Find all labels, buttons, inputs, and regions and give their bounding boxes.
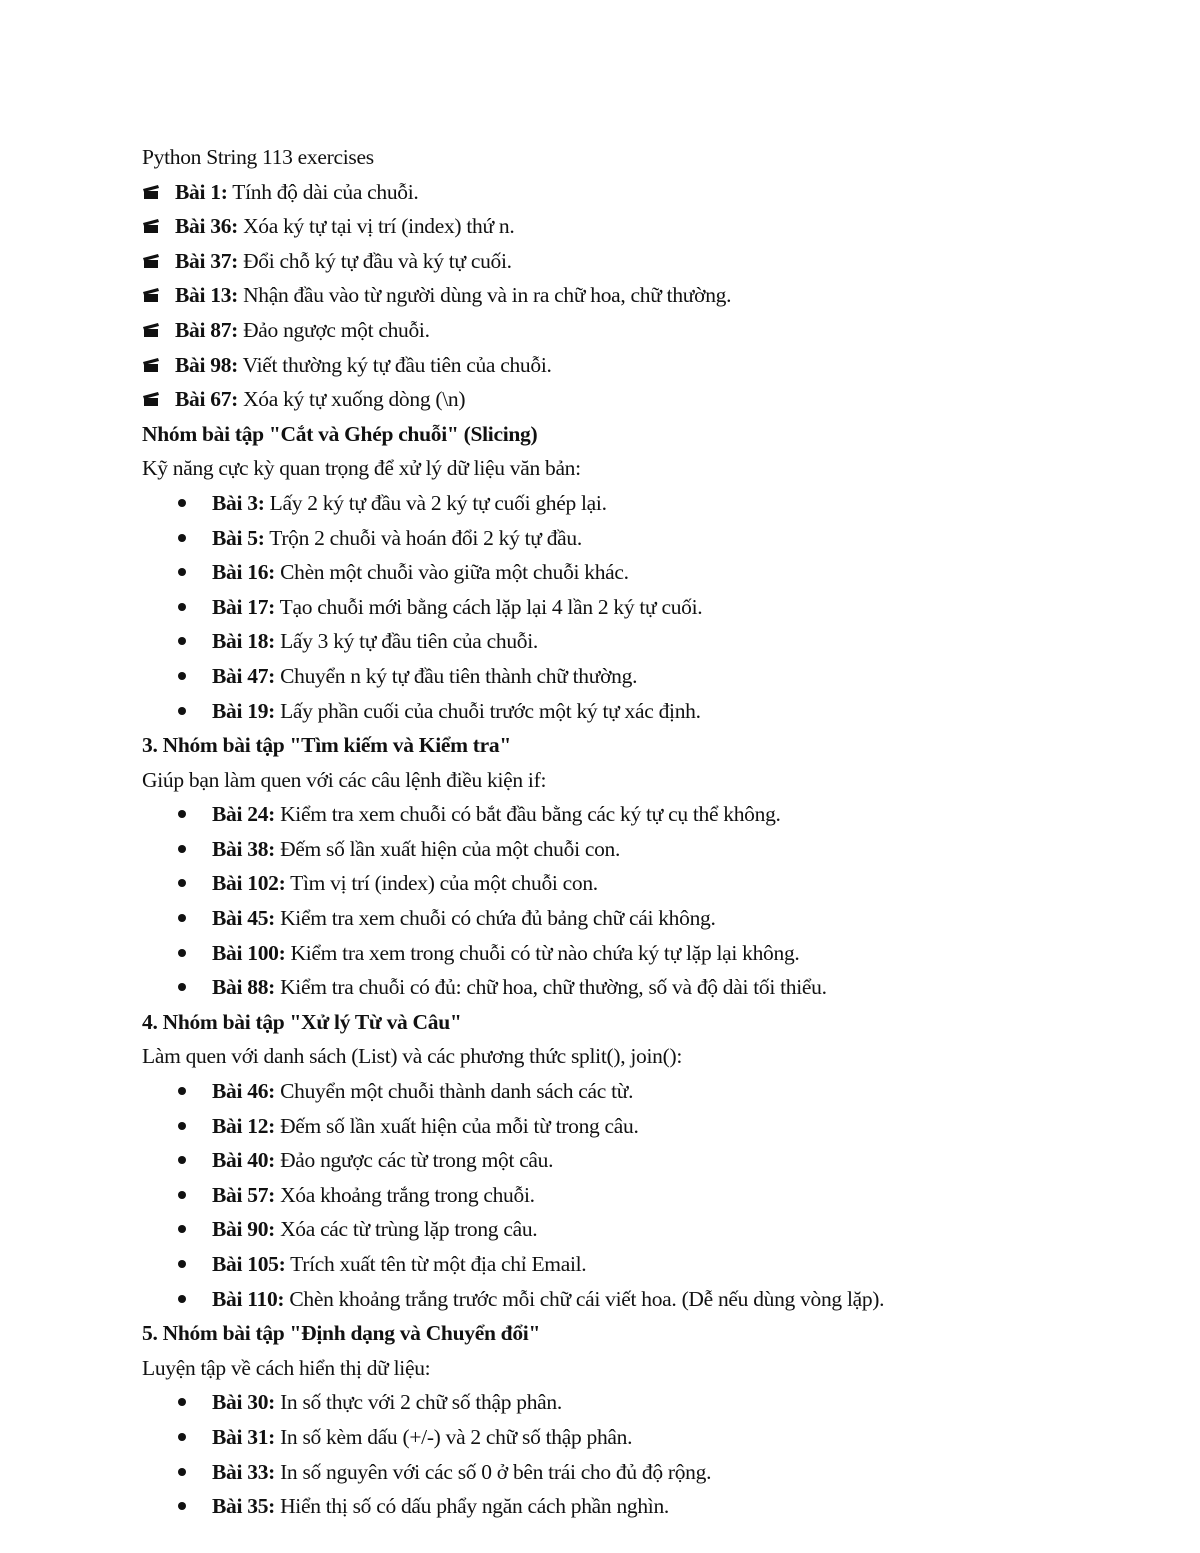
bullet-dot-icon [178, 1398, 186, 1406]
exercise-label: Bài 100: [212, 940, 286, 965]
bullet-dot-icon [178, 1502, 186, 1510]
list-item [142, 555, 1122, 590]
list-item [142, 901, 1122, 936]
exercise-label: Bài 45: [212, 906, 275, 931]
list-item [142, 970, 1122, 1005]
intro-list-item [142, 244, 1122, 279]
bullet-dot-icon [178, 1087, 186, 1095]
list-item [142, 1212, 1122, 1247]
exercise-text: Đếm số lần xuất hiện của mỗi từ trong câu. [275, 1113, 639, 1138]
section-heading: 3. Nhóm bài tập "Tìm kiếm và Kiểm tra" [142, 733, 511, 758]
exercise-text: Tìm vị trí (index) của một chuỗi con. [285, 871, 598, 896]
list-item [142, 1143, 1122, 1178]
section-description: Kỹ năng cực kỳ quan trọng để xử lý dữ liệu văn bản: [142, 456, 581, 481]
bullet-dot-icon [178, 949, 186, 957]
exercise-text: In số thực với 2 chữ số thập phân. [275, 1390, 562, 1415]
exercise-text: Lấy 3 ký tự đầu tiên của chuỗi. [275, 629, 538, 654]
bullet-dot-icon [178, 1122, 186, 1130]
intro-list-item [142, 175, 1122, 210]
exercise-label: Bài 5: [212, 525, 265, 550]
section-search-check [142, 728, 1122, 1005]
intro-list-item [142, 382, 1122, 417]
exercise-label: Bài 40: [212, 1148, 275, 1173]
exercise-text: Nhận đầu vào từ người dùng và in ra chữ hoa, chữ thường. [238, 283, 732, 308]
exercise-label: Bài 38: [212, 836, 275, 861]
exercise-label: Bài 67: [175, 387, 238, 412]
exercise-label: Bài 13: [175, 283, 238, 308]
clapperboard-bullet-icon [142, 184, 162, 200]
exercise-label: Bài 1: [175, 179, 228, 204]
exercise-text: Lấy phần cuối của chuỗi trước một ký tự xác định. [275, 698, 701, 723]
document-content [142, 140, 1122, 1524]
list-item [142, 624, 1122, 659]
list-item [142, 1420, 1122, 1455]
exercise-text: Xóa khoảng trắng trong chuỗi. [275, 1182, 535, 1207]
clapperboard-bullet-icon [142, 218, 162, 234]
bullet-dot-icon [178, 1468, 186, 1476]
list-item [142, 590, 1122, 625]
list-item [142, 1109, 1122, 1144]
bullet-dot-icon [178, 845, 186, 853]
exercise-label: Bài 19: [212, 698, 275, 723]
bullet-dot-icon [178, 637, 186, 645]
bullet-dot-icon [178, 879, 186, 887]
bullet-dot-icon [178, 1225, 186, 1233]
section-heading: 5. Nhóm bài tập "Định dạng và Chuyển đổi" [142, 1321, 541, 1346]
exercise-label: Bài 47: [212, 663, 275, 688]
exercise-text: Trộn 2 chuỗi và hoán đổi 2 ký tự đầu. [264, 525, 582, 550]
bullet-dot-icon [178, 568, 186, 576]
document-title: Python String 113 exercises [142, 145, 374, 169]
exercise-label: Bài 46: [212, 1079, 275, 1104]
exercise-text: Xóa ký tự xuống dòng (\n) [238, 387, 466, 412]
exercise-text: Chèn khoảng trắng trước mỗi chữ cái viết hoa. (Dễ nếu dùng vòng lặp). [284, 1286, 885, 1311]
exercise-label: Bài 105: [212, 1252, 286, 1276]
section-description: Luyện tập về cách hiển thị dữ liệu: [142, 1355, 431, 1380]
exercise-label: Bài 31: [212, 1424, 275, 1449]
exercise-text: Kiểm tra xem chuỗi có chứa đủ bảng chữ cái không. [275, 906, 716, 931]
list-item [142, 1282, 1122, 1317]
clapperboard-bullet-icon [142, 357, 162, 373]
exercise-label: Bài 57: [212, 1182, 275, 1207]
list-item [142, 1455, 1122, 1490]
exercise-label: Bài 24: [212, 802, 275, 827]
section-words-sentences [142, 1005, 1122, 1316]
list-item [142, 486, 1122, 521]
bullet-dot-icon [178, 914, 186, 922]
list-item [142, 1074, 1122, 1109]
exercise-label: Bài 35: [212, 1494, 275, 1519]
exercise-text: Tạo chuỗi mới bằng cách lặp lại 4 lần 2 ký tự cuối. [275, 594, 703, 619]
exercise-label: Bài 30: [212, 1390, 275, 1415]
exercise-label: Bài 36: [175, 214, 238, 239]
bullet-dot-icon [178, 1433, 186, 1441]
bullet-dot-icon [178, 1295, 186, 1303]
list-item [142, 1247, 1122, 1282]
list-item [142, 936, 1122, 971]
exercise-label: Bài 90: [212, 1217, 275, 1242]
exercise-label: Bài 98: [175, 352, 238, 377]
exercise-text: In số nguyên với các số 0 ở bên trái cho đủ độ rộng. [275, 1459, 712, 1484]
list-item [142, 1385, 1122, 1420]
list-item [142, 1178, 1122, 1213]
exercise-text: Trích xuất tên từ một địa chỉ Email. [285, 1252, 587, 1276]
bullet-dot-icon [178, 1191, 186, 1199]
clapperboard-bullet-icon [142, 322, 162, 338]
exercise-label: Bài 88: [212, 975, 275, 1000]
section-description: Làm quen với danh sách (List) và các phương thức split(), join(): [142, 1044, 683, 1069]
list-item [142, 797, 1122, 832]
bullet-dot-icon [178, 603, 186, 611]
exercise-label: Bài 17: [212, 594, 275, 619]
section-description: Giúp bạn làm quen với các câu lệnh điều kiện if: [142, 767, 547, 792]
section-heading: Nhóm bài tập "Cắt và Ghép chuỗi" (Slicing) [142, 421, 538, 446]
list-item [142, 866, 1122, 901]
exercise-text: Chèn một chuỗi vào giữa một chuỗi khác. [275, 560, 629, 585]
clapperboard-bullet-icon [142, 253, 162, 269]
exercise-label: Bài 102: [212, 871, 286, 896]
list-item [142, 659, 1122, 694]
bullet-dot-icon [178, 534, 186, 542]
exercise-text: Đảo ngược một chuỗi. [238, 317, 430, 342]
exercise-label: Bài 3: [212, 490, 265, 515]
bullet-dot-icon [178, 672, 186, 680]
exercise-text: Hiển thị số có dấu phẩy ngăn cách phần nghìn. [275, 1494, 669, 1519]
list-item [142, 521, 1122, 556]
bullet-dot-icon [178, 499, 186, 507]
bullet-dot-icon [178, 707, 186, 715]
exercise-text: Lấy 2 ký tự đầu và 2 ký tự cuối ghép lại. [264, 490, 607, 515]
exercise-label: Bài 87: [175, 317, 238, 342]
exercise-text: Đổi chỗ ký tự đầu và ký tự cuối. [238, 248, 512, 273]
clapperboard-bullet-icon [142, 287, 162, 303]
exercise-text: Kiểm tra chuỗi có đủ: chữ hoa, chữ thường, số và độ dài tối thiểu. [275, 975, 827, 1000]
intro-list-item [142, 348, 1122, 383]
exercise-label: Bài 33: [212, 1459, 275, 1484]
bullet-dot-icon [178, 810, 186, 818]
exercise-label: Bài 110: [212, 1286, 285, 1311]
intro-list-item [142, 278, 1122, 313]
exercise-text: Đảo ngược các từ trong một câu. [275, 1148, 554, 1173]
bullet-dot-icon [178, 1156, 186, 1164]
list-item [142, 832, 1122, 867]
section-format-convert [142, 1316, 1122, 1524]
intro-list-item [142, 313, 1122, 348]
exercise-text: Tính độ dài của chuỗi. [227, 179, 419, 204]
bullet-dot-icon [178, 983, 186, 991]
clapperboard-bullet-icon [142, 391, 162, 407]
exercise-text: Chuyển n ký tự đầu tiên thành chữ thường. [275, 663, 638, 688]
exercise-text: Xóa ký tự tại vị trí (index) thứ n. [238, 214, 515, 239]
exercise-text: Chuyển một chuỗi thành danh sách các từ. [275, 1079, 634, 1104]
exercise-text: Kiểm tra xem chuỗi có bắt đầu bằng các ký tự cụ thể không. [275, 802, 781, 827]
exercise-text: Kiểm tra xem trong chuỗi có từ nào chứa ký tự lặp lại không. [285, 940, 800, 965]
bullet-dot-icon [178, 1260, 186, 1268]
section-slicing [142, 417, 1122, 728]
exercise-text: Viết thường ký tự đầu tiên của chuỗi. [238, 352, 552, 377]
exercise-text: Đếm số lần xuất hiện của một chuỗi con. [275, 836, 621, 861]
exercise-text: Xóa các từ trùng lặp trong câu. [275, 1217, 538, 1242]
section-heading: 4. Nhóm bài tập "Xử lý Từ và Câu" [142, 1009, 462, 1034]
intro-list [142, 175, 1122, 417]
list-item [142, 1489, 1122, 1524]
exercise-label: Bài 16: [212, 560, 275, 585]
exercise-label: Bài 37: [175, 248, 238, 273]
exercise-label: Bài 18: [212, 629, 275, 654]
list-item [142, 694, 1122, 729]
exercise-label: Bài 12: [212, 1113, 275, 1138]
intro-list-item [142, 209, 1122, 244]
exercise-text: In số kèm dấu (+/-) và 2 chữ số thập phân. [275, 1424, 633, 1449]
